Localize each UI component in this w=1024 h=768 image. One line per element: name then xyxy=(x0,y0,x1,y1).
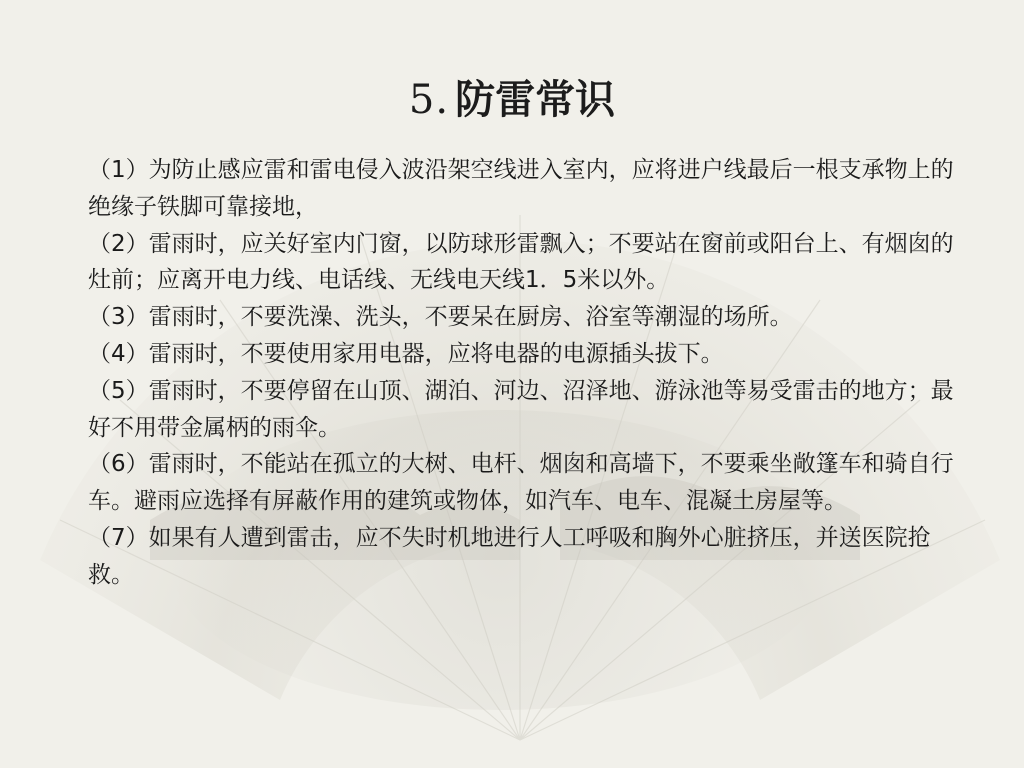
title-number: 5. xyxy=(408,77,450,123)
tip-paragraph-7: （7）如果有人遭到雷击，应不失时机地进行人工呼吸和胸外心脏挤压，并送医院抢救。 xyxy=(88,524,931,588)
safety-tips-body xyxy=(88,152,954,594)
tip-paragraph-2: （2）雷雨时，应关好室内门窗，以防球形雷飘入；不要站在窗前或阳台上、有烟囱的灶前；应离开电力线、电话线、无线电天线1．5米以外。 xyxy=(88,230,954,294)
tip-paragraph-6: （6）雷雨时，不能站在孤立的大树、电杆、烟囱和高墙下，不要乘坐敞篷车和骑自行车。避雨应选择有屏蔽作用的建筑或物体，如汽车、电车、混凝土房屋等。 xyxy=(88,451,954,515)
tip-paragraph-4: （4）雷雨时，不要使用家用电器，应将电器的电源插头拔下。 xyxy=(88,340,724,367)
title-text: 防雷常识 xyxy=(455,77,616,123)
slide-title xyxy=(0,74,1024,126)
tip-paragraph-1: （1）为防止感应雷和雷电侵入波沿架空线进入室内，应将进户线最后一根支承物上的绝缘子铁脚可靠接地， xyxy=(88,157,954,220)
tip-paragraph-5: （5）雷雨时，不要停留在山顶、湖泊、河边、沼泽地、游泳池等易受雷击的地方；最好不用带金属柄的雨伞。 xyxy=(88,377,954,441)
tip-paragraph-3: （3）雷雨时，不要洗澡、洗头，不要呆在厨房、浴室等潮湿的场所。 xyxy=(88,304,793,331)
